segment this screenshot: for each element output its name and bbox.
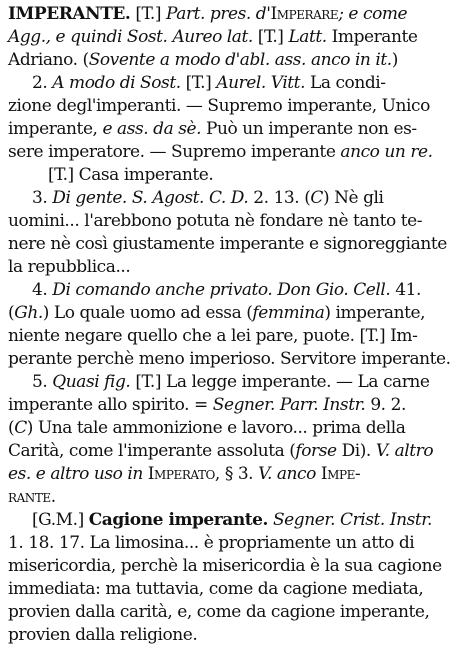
text-segment: imperante, [8,119,103,139]
text-line [8,95,430,118]
text-segment: e ass. da sè. [102,119,202,139]
text-segment: ( [8,303,15,323]
text-segment: ) Una tale ammonizione e lavoro... prima della [26,418,406,438]
text-segment: Segner. Parr. Instr. [212,395,366,415]
text-line [8,49,398,72]
text-segment: ; e come [338,4,408,24]
text-segment: , § 3. [214,464,259,484]
text-line [32,279,421,302]
text-segment: [T.] Casa imperante. [48,165,214,185]
text-segment: Di). [336,441,376,461]
text-segment: misericordia, perchè la misericordia è la sua cagione [8,556,442,576]
text-segment: 4. [32,280,53,300]
text-segment: [T.] [252,27,289,47]
text-segment: nere nè così giustamente imperante e signoreggiante [8,234,447,254]
text-segment: C [310,188,323,208]
text-line [8,141,433,164]
text-segment: A modo di Sost. [52,73,181,93]
text-line [8,3,407,26]
text-segment: perante perchè meno imperioso. Servitore imperante. [8,349,451,369]
text-line [32,509,432,532]
text-line [8,325,417,348]
text-segment: 9. 2. [365,395,406,415]
text-segment: immediata: ma tuttavia, come da cagione mediata, [8,579,424,599]
text-segment: anco un re. [340,142,433,162]
text-segment: Imperante [326,27,418,47]
text-segment: es. e altro uso in [8,464,148,484]
text-segment: femmina [252,303,325,323]
text-segment: 2. [32,73,53,93]
text-line [32,371,430,394]
text-line [32,72,386,95]
text-segment: imperante allo spirito. = [8,395,213,415]
text-segment: Gh. [14,303,43,323]
text-segment: Carità, come l'imperante assoluta ( [8,441,296,461]
text-line [32,187,384,210]
text-line [8,486,56,509]
text-segment: la repubblica... [8,257,131,277]
text-line [8,256,130,279]
text-line [8,118,417,141]
text-segment: La condi- [305,73,386,93]
text-segment: ) Lo quale uomo ad essa ( [42,303,253,323]
text-segment: Quasi fig. [52,372,131,392]
text-segment: Sovente a modo d'abl. ass. anco in it. [88,50,392,70]
text-segment: Imperato [147,464,215,484]
text-segment: provien dalla carità, e, come da cagione imperante, [8,602,430,622]
text-line [8,233,447,256]
text-segment: C [14,418,27,438]
text-segment: Aurel. Vitt. [216,73,306,93]
text-segment: ( [8,418,15,438]
text-segment: [T.] [180,73,217,93]
text-line [8,348,451,371]
text-segment: [G.M.] [32,510,89,530]
text-line [8,440,433,463]
text-segment: ) Nè gli [322,188,384,208]
text-segment: [T.] [130,4,167,24]
text-segment: Adriano. ( [8,50,89,70]
text-line [8,26,417,49]
text-segment: Imperare [270,4,339,24]
text-line [8,463,360,486]
text-segment: ) imperante, [324,303,426,323]
text-line [8,210,422,233]
text-line [8,555,442,578]
text-segment: 1. 18. 17. La limosina... è propriamente un atto di [8,533,415,553]
text-line [8,601,429,624]
text-segment: V. anco [258,464,321,484]
text-segment: Segner. Crist. Instr. [272,510,433,530]
text-segment: 3. [32,188,53,208]
text-segment: 5. [32,372,53,392]
text-line [8,394,406,417]
text-segment: IMPERANTE. [8,4,131,24]
text-segment: Part. pres. d' [166,4,271,24]
text-segment: rante. [8,487,56,507]
text-segment: Cagione imperante. [88,510,269,530]
text-segment: Di gente. S. Agost. C. D. [52,188,249,208]
text-segment: Può un imperante non es- [201,119,417,139]
text-line [8,302,425,325]
text-segment: V. altro [375,441,434,461]
text-segment: Agg., e quindi Sost. Aureo lat. [8,27,253,47]
text-segment: sere imperatore. — Supremo imperante [8,142,341,162]
text-line [48,164,213,187]
text-line [8,624,197,647]
text-line [8,532,414,555]
text-segment: [T.] La legge imperante. — La carne [130,372,430,392]
text-segment: Latt. [288,27,327,47]
text-segment: Impe- [320,464,361,484]
text-segment: uomini... l'arebbono potuta nè fondare nè tanto te- [8,211,423,231]
text-segment: zione degl'imperanti. — Supremo imperante, Unico [8,96,430,116]
text-line [8,417,405,440]
text-segment: ) [391,50,398,70]
text-segment: Di comando anche privato. Don Gio. Cell. [52,280,391,300]
text-segment: forse [295,441,337,461]
text-segment: 2. 13. ( [248,188,311,208]
text-segment: niente negare quello che a lei pare, puote. [T.] Im- [8,326,418,346]
text-segment: 41. [390,280,421,300]
text-segment: provien dalla religione. [8,625,198,645]
